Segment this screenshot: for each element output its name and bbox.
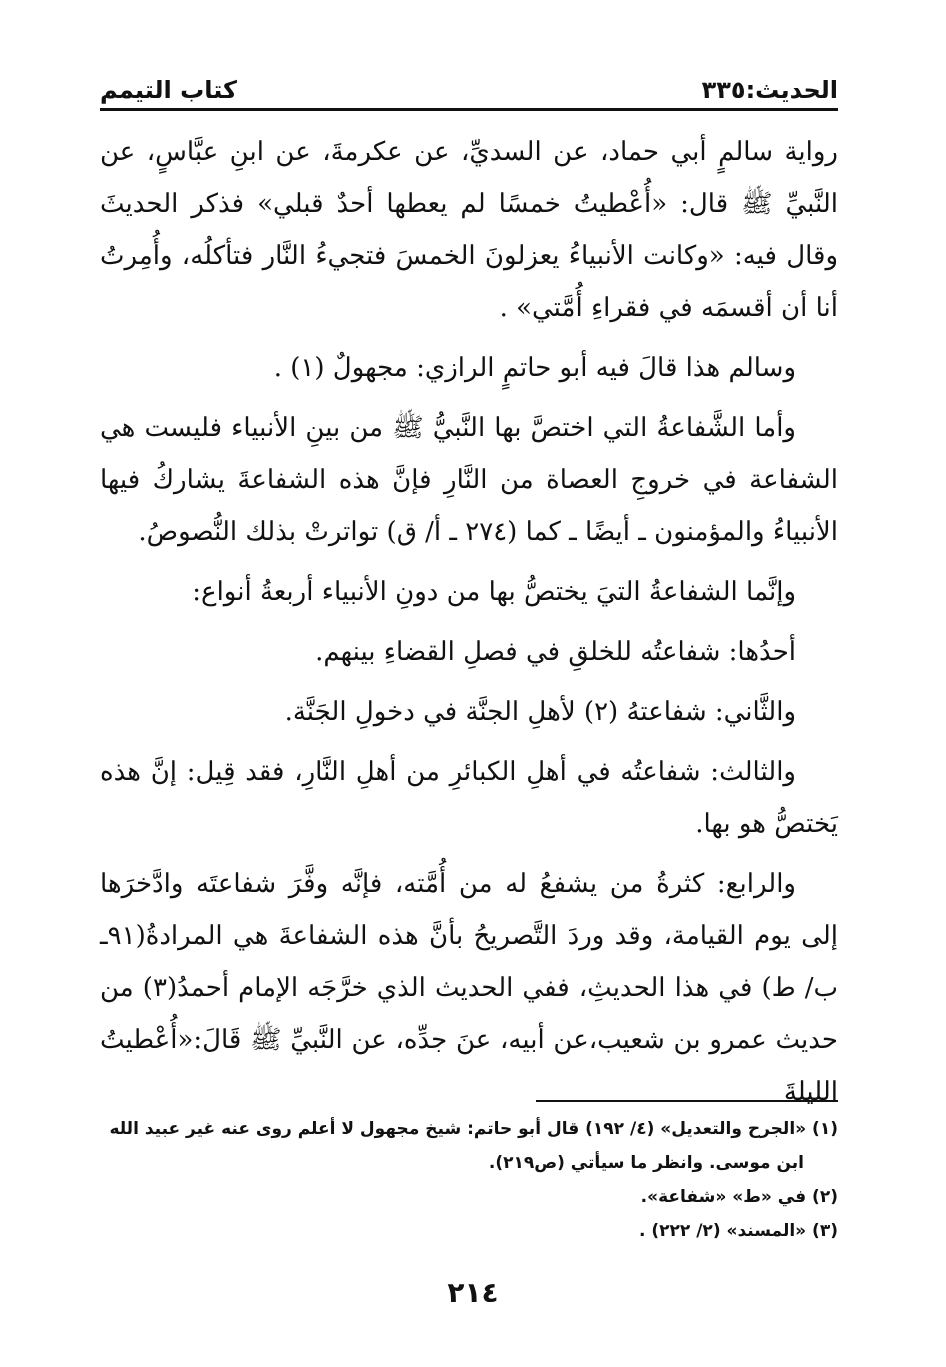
paragraph: رواية سالمٍ أبي حماد، عن السديِّ، عن عكرمةَ، عن ابنِ عبَّاسٍ، عن النَّبيِّ ﷺ قال: «أُعْطيتُ خمسًا لم يعطها أحدٌ قبلي» فذكر الحديثَ وقال فيه: «وكانت الأنبياءُ يعزلونَ الخمسَ فتجيءُ النَّار فتأكلُه، وأُمِرتُ أنا أن أقسمَه في فقراءِ أُمَّتي» . (100, 137, 838, 323)
paragraph: وإنَّما الشفاعةُ التيَ يختصُّ بها من دونِ الأنبياء أربعةُ أنواع: (192, 577, 796, 607)
paragraph: والثَّاني: شفاعتهُ (٢) لأهلِ الجنَّة في دخولِ الجَنَّة. (284, 697, 796, 727)
footnote: (٣) «المسند» (٢/ ٢٢٢) . (638, 1221, 838, 1241)
paragraph: أحدُها: شفاعتُه للخلقِ في فصلِ القضاءِ بينهم. (315, 637, 796, 667)
book-title: كتاب التيمم (100, 76, 237, 104)
paragraph: وأما الشَّفاعةُ التي اختصَّ بها النَّبيُّ ﷺ من بينِ الأنبياء فليست هي الشفاعة في خروجِ العصاة من النَّارِ فإنَّ هذه الشفاعةَ يشاركُ فيها الأنبياءُ والمؤمنون ـ أيضًا ـ كما (٢٧٤ ـ أ/ ق) تواترتْ بذلك النُّصوصُ. (100, 413, 838, 547)
hadith-number-label: الحديث:٣٣٥ (701, 76, 838, 104)
running-header (100, 64, 838, 104)
paragraph: وسالم هذا قالَ فيه أبو حاتمٍ الرازي: مجهولٌ (١) . (273, 353, 796, 383)
paragraph: والرابع: كثرةُ من يشفعُ له من أُمَّته، فإنَّه وفَّرَ شفاعتَه وادَّخرَها إلى يوم القيامة، وقد وردَ التَّصريحُ بأنَّ هذه الشفاعةَ هي المرادةُ(٩١ـ ب/ ط) في هذا الحديثِ، ففي الحديث الذي خرَّجَه الإمام أحمدُ(٣) من حديث عمرو بن شعيب،عن أبيه، عنَ جدِّه، عن النَّبيِّ ﷺ قَالَ:«أُعْطيتُ الليلةَ (100, 869, 838, 1107)
footnote: (١) «الجرح والتعديل» (٤/ ١٩٢) قال أبو حاتم: شيخ مجهول لا أعلم روى عنه غير عبيد الله (109, 1119, 838, 1139)
footnote-divider (536, 1100, 838, 1102)
footnote: (٢) في «ط» «شفاعة». (640, 1187, 838, 1207)
footnote-continuation: ابن موسى. وانظر ما سيأتي (ص٢١٩). (488, 1153, 804, 1173)
paragraph: والثالث: شفاعتُه في أهلِ الكبائرِ من أهلِ النَّارِ، فقد قِيل: إنَّ هذه يَختصُّ هو بها. (100, 757, 838, 839)
page-number: ٢١٤ (447, 1276, 499, 1309)
footnotes (100, 1112, 838, 1248)
header-divider (100, 108, 838, 111)
main-text (100, 126, 838, 1126)
